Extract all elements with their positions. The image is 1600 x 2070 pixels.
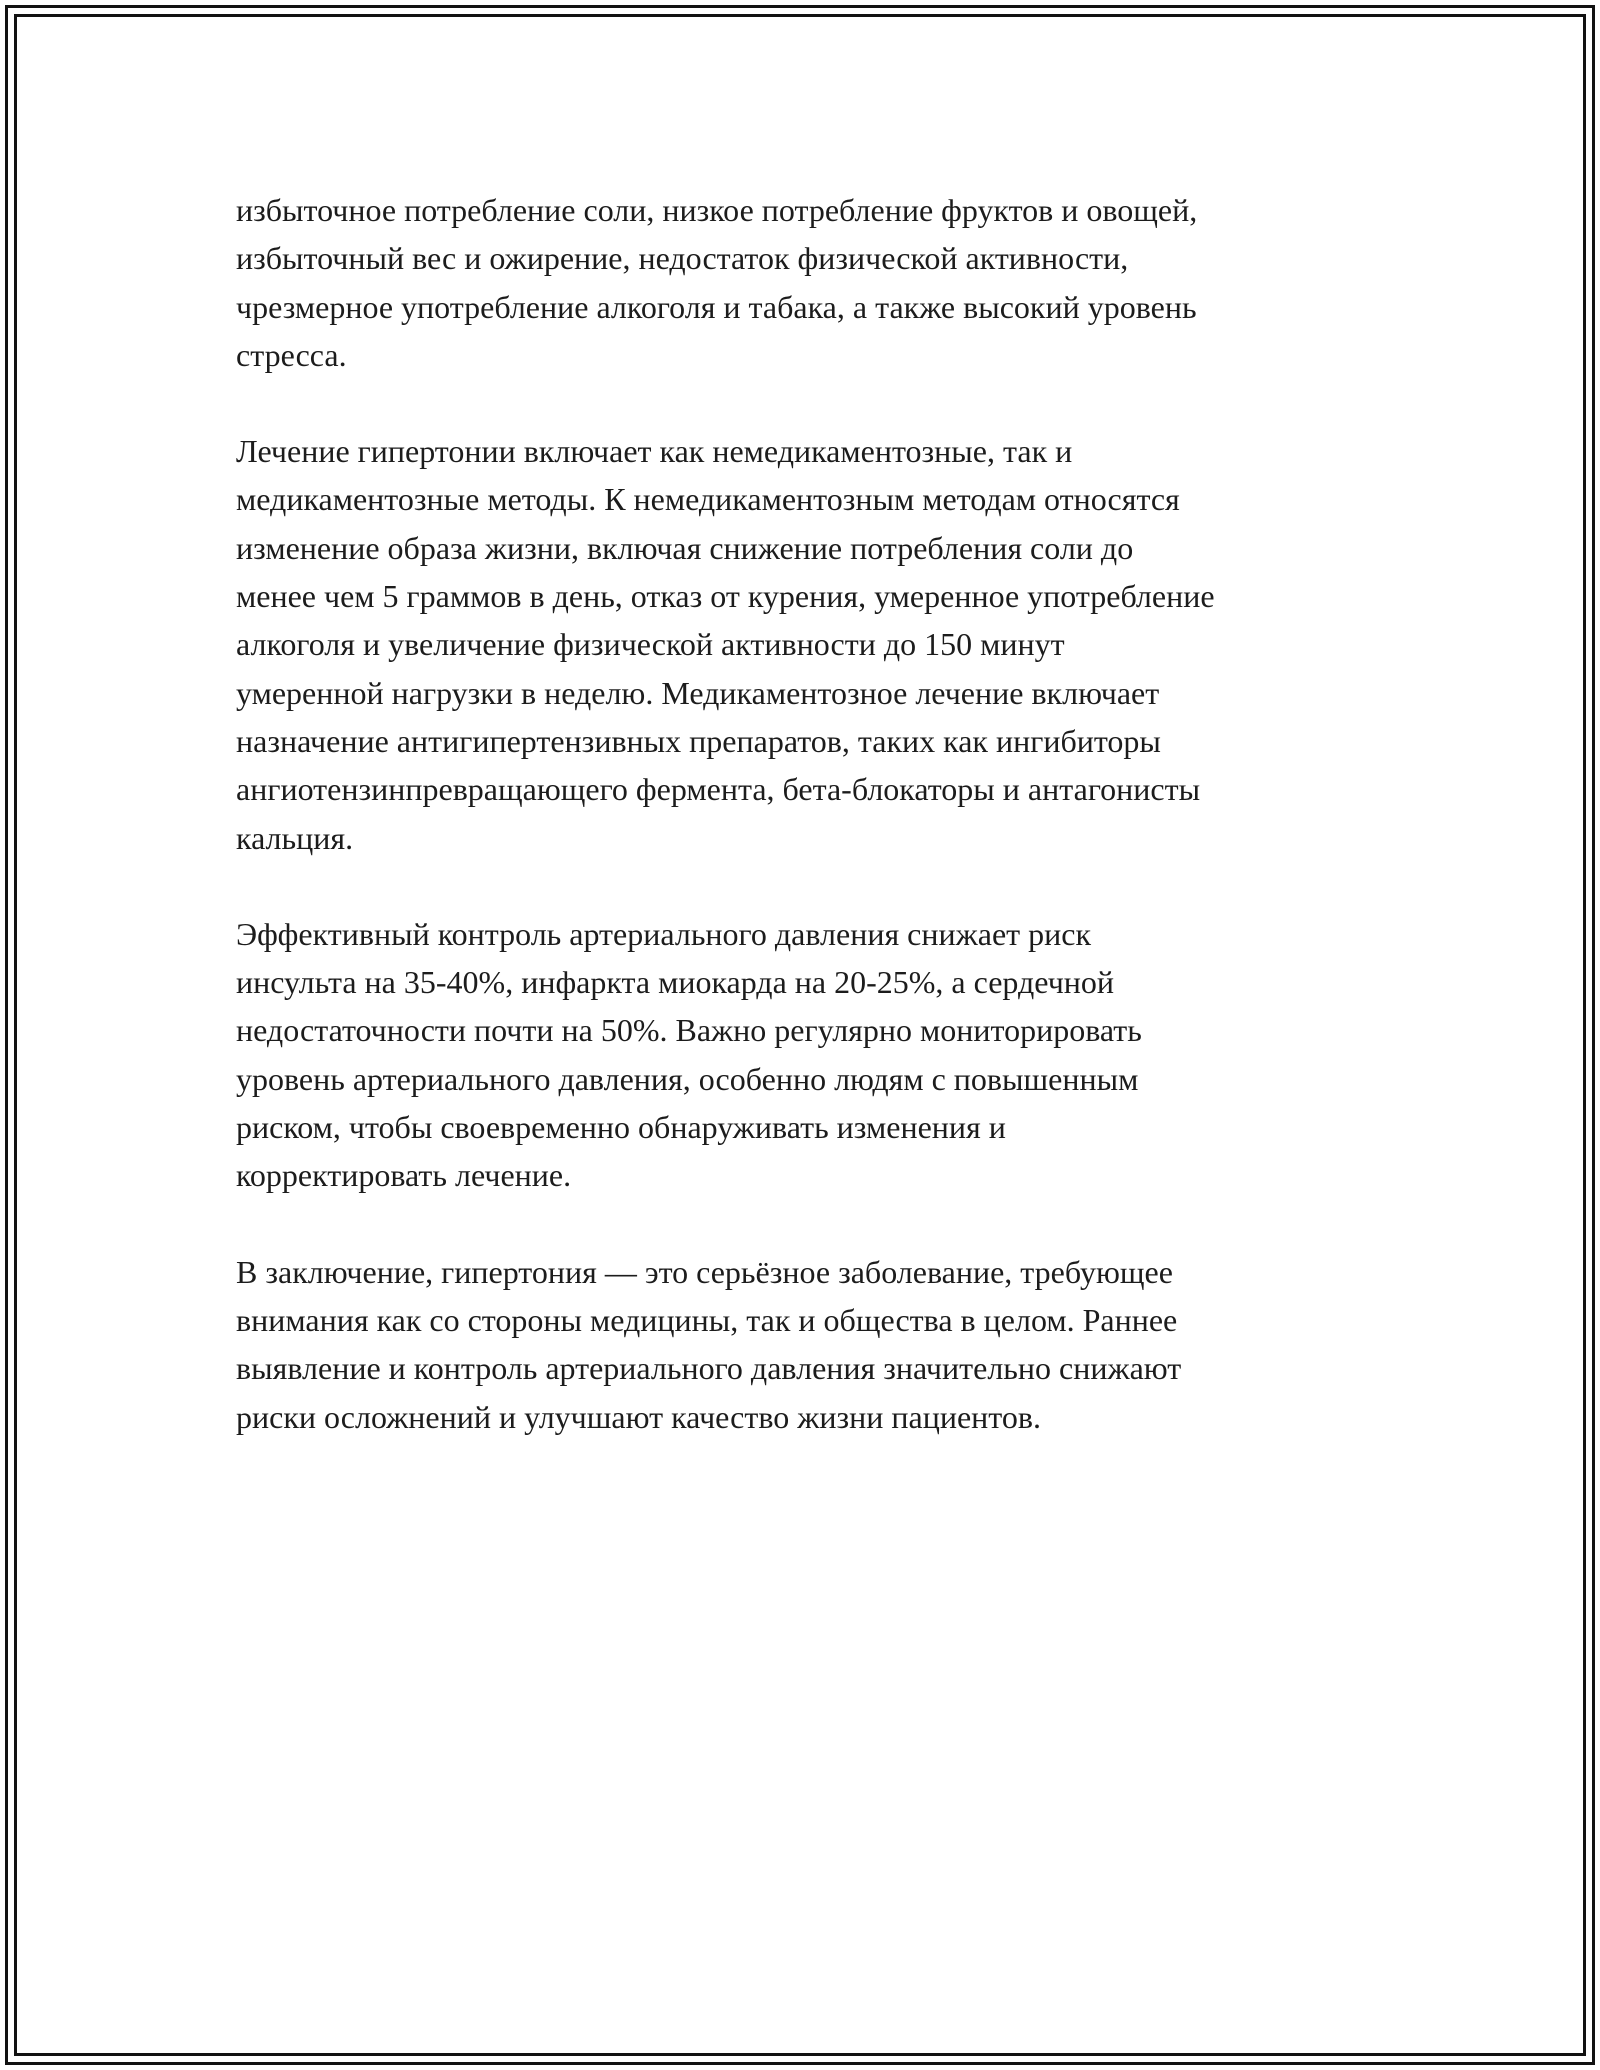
text-line: изменение образа жизни, включая снижение потребления соли до	[236, 529, 1134, 566]
text-line: назначение антигипертензивных препаратов, таких как ингибиторы	[236, 722, 1161, 759]
text-line: избыточный вес и ожирение, недостаток физической активности,	[236, 240, 1129, 277]
text-line: чрезмерное употребление алкоголя и табака, а также высокий уровень	[236, 288, 1197, 325]
text-line: недостаточности почти на 50%. Важно регулярно мониторировать	[236, 1012, 1142, 1049]
paragraph-risk-factors	[236, 186, 1396, 379]
text-line: кальция.	[236, 819, 354, 856]
paragraph-conclusion	[236, 1248, 1396, 1441]
text-line: В заключение, гипертония — это серьёзное заболевание, требующее	[236, 1253, 1173, 1290]
text-line: медикаментозные методы. К немедикаментозным методам относятся	[236, 481, 1180, 518]
text-line: ангиотензинпревращающего фермента, бета-блокаторы и антагонисты	[236, 771, 1201, 808]
text-line: риском, чтобы своевременно обнаруживать изменения и	[236, 1109, 1006, 1146]
text-line: выявление и контроль артериального давления значительно снижают	[236, 1350, 1182, 1387]
document-body	[236, 186, 1396, 1441]
text-line: менее чем 5 граммов в день, отказ от курения, умеренное употребление	[236, 578, 1215, 615]
text-line: алкоголя и увеличение физической активности до 150 минут	[236, 626, 1065, 663]
text-line: уровень артериального давления, особенно людям с повышенным	[236, 1060, 1139, 1097]
text-line: стресса.	[236, 336, 347, 373]
text-line: Лечение гипертонии включает как немедикаментозные, так и	[236, 433, 1073, 470]
text-line: умеренной нагрузки в неделю. Медикаментозное лечение включает	[236, 674, 1160, 711]
paragraph-treatment	[236, 427, 1396, 862]
text-line: внимания как со стороны медицины, так и общества в целом. Раннее	[236, 1301, 1178, 1338]
text-line: риски осложнений и улучшают качество жизни пациентов.	[236, 1398, 1041, 1435]
text-line: корректировать лечение.	[236, 1157, 572, 1194]
text-line: избыточное потребление соли, низкое потребление фруктов и овощей,	[236, 192, 1198, 228]
text-line: инсульта на 35-40%, инфаркта миокарда на 20-25%, а сердечной	[236, 964, 1115, 1001]
text-line: Эффективный контроль артериального давления снижает риск	[236, 915, 1091, 952]
paragraph-blood-pressure-control	[236, 910, 1396, 1200]
